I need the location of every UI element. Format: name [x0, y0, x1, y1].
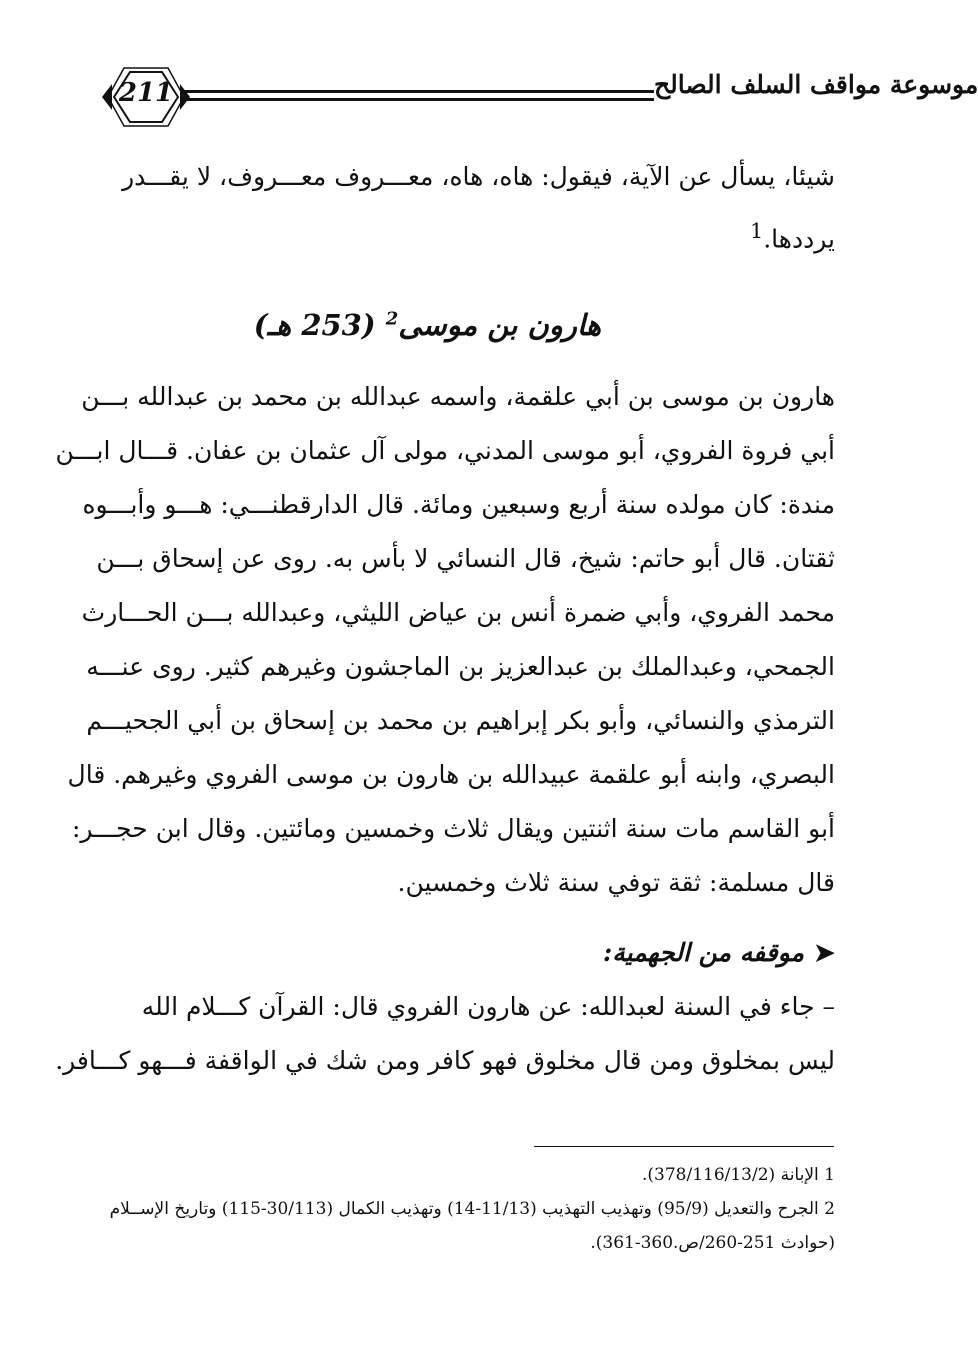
- footnote-ref: 1: [749, 219, 764, 243]
- section-title: [254, 308, 601, 342]
- section-title-footnote-ref: 2: [385, 308, 399, 330]
- bio-line: قال مسلمة: ثقة توفي سنة ثلاث وخمسين.: [397, 868, 835, 897]
- bio-line: ثقتان. قال أبو حاتم: شيخ، قال النسائي لا بأس به. روى عن إسحاق بـــن: [96, 544, 835, 573]
- footnote: 2 الجرح والتعديل (95/9) وتهذيب التهذيب (11/13-14) وتهذيب الكمال (30/113-115) وتاريخ الإســلام: [109, 1199, 835, 1219]
- page-header: [100, 64, 978, 130]
- bio-line: الترمذي والنسائي، وأبو بكر إبراهيم بن محمد بن إسحاق بن أبي الجحيـــم: [86, 706, 835, 735]
- book-title: موسوعة مواقف السلف الصالح: [654, 70, 978, 99]
- footnote: 1 الإبانة (378/116/13/2).: [641, 1165, 835, 1185]
- biography-paragraph: [55, 370, 835, 910]
- intro-line: شيئا، يسأل عن الآية، فيقول: هاه، هاه، معـــروف معـــروف، لا يقـــدر: [122, 162, 835, 191]
- subheading: [603, 938, 835, 967]
- footnote-divider: [534, 1146, 834, 1147]
- quote-line: – جاء في السنة لعبدالله: عن هارون الفروي قال: القرآن كـــلام الله: [141, 992, 835, 1021]
- bio-line: الجمحي، وعبدالملك بن عبدالعزيز بن الماجشون وغيرهم كثير. روى عنـــه: [86, 652, 835, 681]
- subheading-text: موقفه من الجهمية:: [603, 938, 805, 967]
- page-number-badge: [100, 64, 192, 130]
- intro-line: يرددها.$^1$: [749, 219, 835, 254]
- intro-paragraph: [95, 150, 835, 266]
- section-title-date: (253 هـ): [253, 308, 376, 342]
- bio-line: أبو القاسم مات سنة اثنتين ويقال ثلاث وخمسين ومائتين. وقال ابن حجـــر:: [71, 814, 835, 843]
- quote-paragraph: [55, 980, 835, 1088]
- bio-line: محمد الفروي، وأبي ضمرة أنس بن عياض الليثي، وعبدالله بـــن الحـــارث: [81, 598, 835, 627]
- bio-line: أبي فروة الفروي، أبو موسى المدني، مولى آل عثمان بن عفان. قـــال ابـــن: [55, 436, 835, 465]
- bio-line: هارون بن موسى بن أبي علقمة، واسمه عبدالله بن محمد بن عبدالله بـــن: [81, 382, 835, 411]
- footnote: (حوادث 251-260/ص.360-361).: [590, 1233, 835, 1253]
- page-number: 211: [118, 78, 174, 108]
- footnotes: [95, 1158, 835, 1260]
- bio-line: البصري، وابنه أبو علقمة عبيدالله بن هارون بن موسى الفروي وغيرهم. قال: [67, 760, 835, 789]
- bio-line: مندة: كان مولده سنة أربع وسبعين ومائة. قال الدارقطنـــي: هـــو وأبـــوه: [82, 490, 835, 519]
- arrow-bullet-icon: ➤: [814, 938, 835, 967]
- section-title-name: هارون بن موسى: [398, 308, 601, 342]
- header-rule: [184, 90, 654, 100]
- header-rule-thin: [184, 100, 654, 101]
- quote-line: ليس بمخلوق ومن قال مخلوق فهو كافر ومن شك في الواقفة فـــهو كـــافر.: [55, 1046, 835, 1075]
